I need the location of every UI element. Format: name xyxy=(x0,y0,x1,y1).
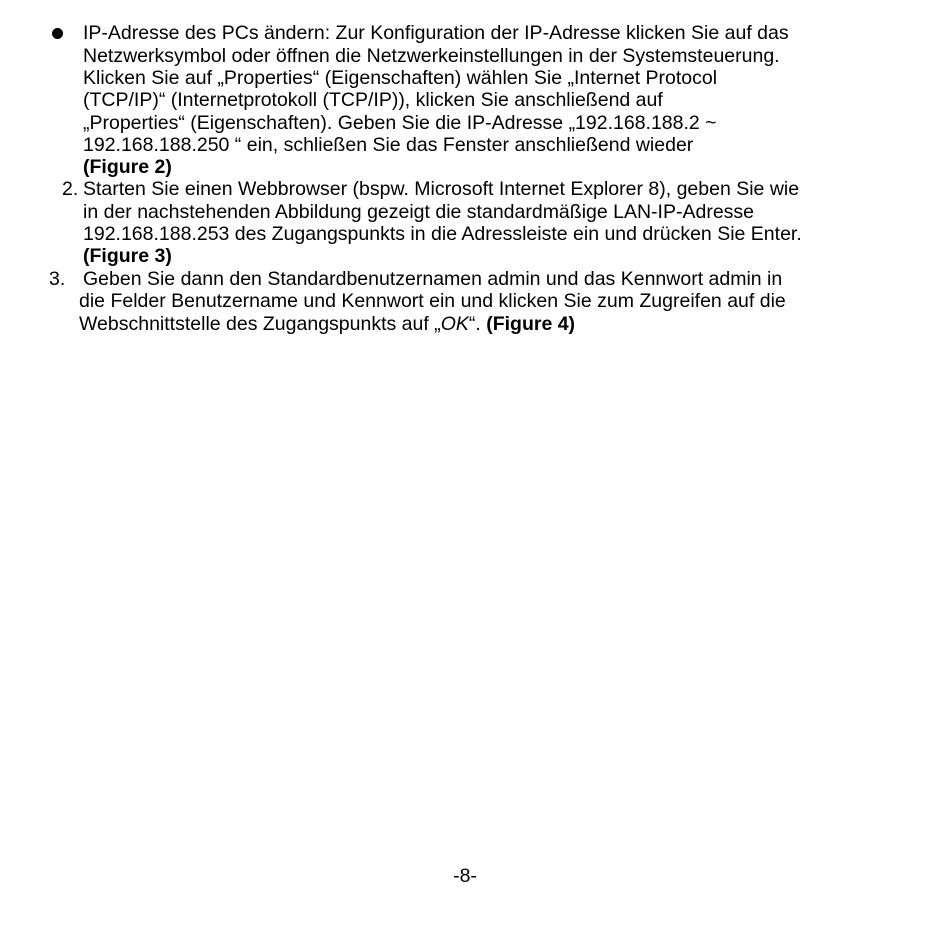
bullet-line-5: „Properties“ (Eigenschaften). Geben Sie die IP-Adresse „192.168.188.2 ~ xyxy=(83,112,717,134)
figure-2-reference: (Figure 2) xyxy=(83,156,172,178)
step-3-line-2: die Felder Benutzername und Kennwort ein und klicken Sie zum Zugreifen auf die xyxy=(79,290,786,312)
bullet-line-6: 192.168.188.250 “ ein, schließen Sie das Fenster anschließend wieder xyxy=(83,134,694,156)
step-2-line-3: 192.168.188.253 des Zugangspunkts in die Adressleiste ein und drücken Sie Enter. xyxy=(83,223,802,245)
step-3-line-3-suffix: “. xyxy=(468,313,487,335)
figure-3-reference: (Figure 3) xyxy=(83,245,172,267)
bullet-line-4: (TCP/IP)“ (Internetprotokoll (TCP/IP)), klicken Sie anschließend auf xyxy=(83,89,663,111)
bullet-line-1: IP-Adresse des PCs ändern: Zur Konfiguration der IP-Adresse klicken Sie auf das xyxy=(83,22,789,44)
bullet-icon xyxy=(52,28,63,39)
step-2-line-2: in der nachstehenden Abbildung gezeigt die standardmäßige LAN-IP-Adresse xyxy=(83,201,755,223)
ok-button-name: OK xyxy=(440,313,469,335)
step-3-line-1: Geben Sie dann den Standardbenutzernamen admin und das Kennwort admin in xyxy=(83,268,783,290)
page-number: -8- xyxy=(453,865,477,887)
figure-4-reference: (Figure 4) xyxy=(486,313,576,335)
step-3-line-3-prefix: Webschnittstelle des Zugangspunkts auf „ xyxy=(79,313,441,335)
step-2-line-1: Starten Sie einen Webbrowser (bspw. Microsoft Internet Explorer 8), geben Sie wie xyxy=(83,178,800,200)
bullet-line-2: Netzwerksymbol oder öffnen die Netzwerkeinstellungen in der Systemsteuerung. xyxy=(83,45,780,67)
step-2-number: 2. xyxy=(62,178,79,200)
step-3-number: 3. xyxy=(49,268,66,290)
step-3-line-3 xyxy=(79,313,575,335)
bullet-line-3: Klicken Sie auf „Properties“ (Eigenschaften) wählen Sie „Internet Protocol xyxy=(83,67,718,89)
